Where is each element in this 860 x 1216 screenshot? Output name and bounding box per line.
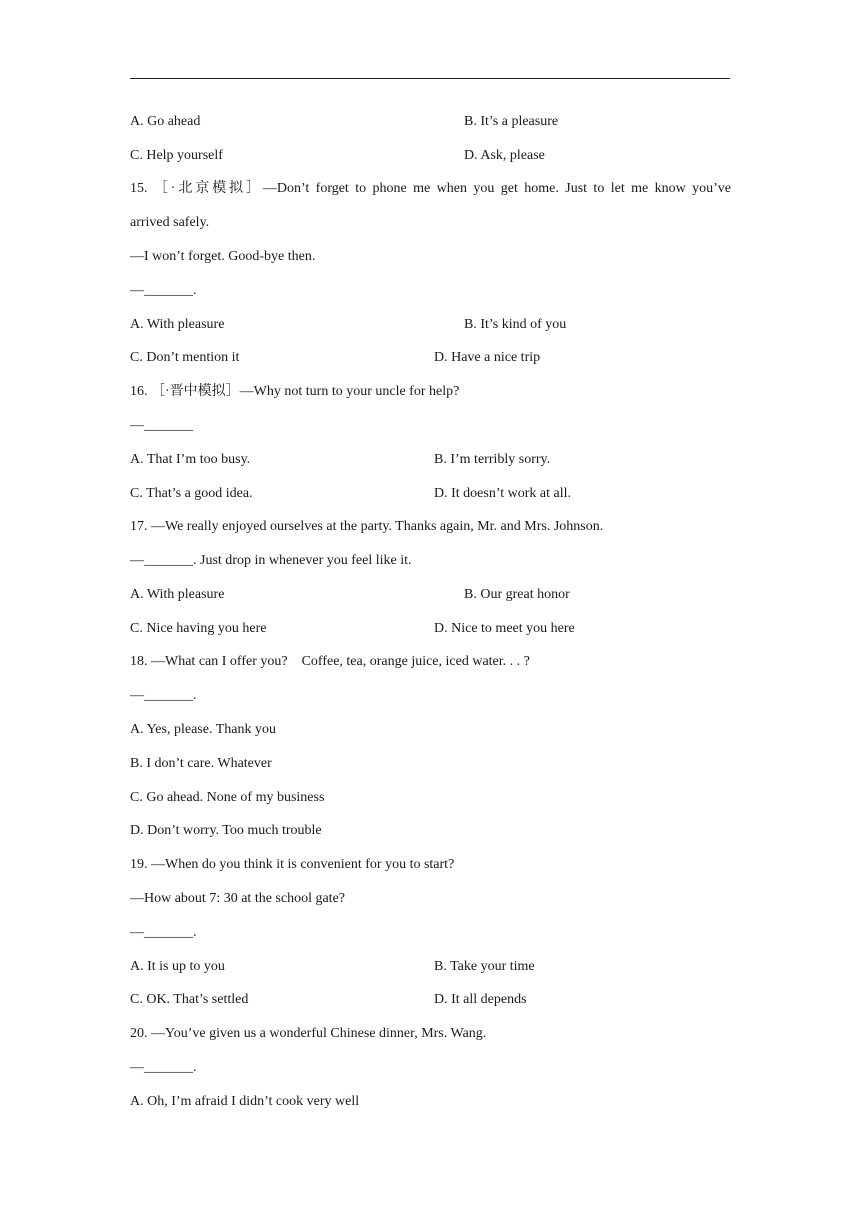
q18-stem: 18. —What can I offer you? Coffee, tea, orange juice, iced water. . . ? [130, 654, 530, 669]
q18-option-a: A. Yes, please. Thank you [130, 722, 276, 737]
q18-option-c: C. Go ahead. None of my business [130, 790, 325, 805]
q14-option-b: B. It’s a pleasure [464, 114, 559, 129]
header-rule [130, 78, 730, 79]
q14-option-a: A. Go ahead [130, 114, 201, 129]
q18-option-b: B. I don’t care. Whatever [130, 756, 272, 771]
q15-stem: 15. ［·北京模拟］—Don’t forget to phone me when you get home. Just to let me know you’ve [130, 181, 731, 196]
q16-stem: 16. ［·晋中模拟］—Why not turn to your uncle for help? [130, 384, 460, 399]
q16-blank: —_______ [130, 418, 193, 433]
q16-option-c: C. That’s a good idea. [130, 486, 253, 501]
q16-option-b: B. I’m terribly sorry. [434, 452, 551, 467]
q20-blank: —_______. [130, 1060, 197, 1075]
q16-option-d: D. It doesn’t work at all. [434, 486, 571, 501]
q15-option-b: B. It’s kind of you [464, 317, 567, 332]
q18-blank: —_______. [130, 688, 197, 703]
q20-stem: 20. —You’ve given us a wonderful Chinese dinner, Mrs. Wang. [130, 1026, 487, 1041]
q15-option-a: A. With pleasure [130, 317, 225, 332]
q19-option-a: A. It is up to you [130, 959, 225, 974]
q19-stem: 19. —When do you think it is convenient for you to start? [130, 857, 455, 872]
q19-option-c: C. OK. That’s settled [130, 992, 249, 1007]
q15-stem-cont: arrived safely. [130, 215, 210, 230]
q17-stem: 17. —We really enjoyed ourselves at the party. Thanks again, Mr. and Mrs. Johnson. [130, 519, 604, 534]
q15-blank: —_______. [130, 283, 197, 298]
q19-option-b: B. Take your time [434, 959, 535, 974]
q14-option-d: D. Ask, please [464, 148, 545, 163]
q17-blank: —_______. Just drop in whenever you feel like it. [130, 553, 412, 568]
q15-option-d: D. Have a nice trip [434, 350, 541, 365]
q15-option-c: C. Don’t mention it [130, 350, 240, 365]
q19-dialogue: —How about 7: 30 at the school gate? [130, 891, 346, 906]
q17-option-d: D. Nice to meet you here [434, 621, 575, 636]
q17-option-c: C. Nice having you here [130, 621, 267, 636]
q18-option-d: D. Don’t worry. Too much trouble [130, 823, 322, 838]
q19-blank: —_______. [130, 925, 197, 940]
q16-option-a: A. That I’m too busy. [130, 452, 251, 467]
q19-option-d: D. It all depends [434, 992, 527, 1007]
q15-dialogue: —I won’t forget. Good-bye then. [130, 249, 316, 264]
q20-option-a: A. Oh, I’m afraid I didn’t cook very well [130, 1094, 360, 1109]
q17-option-a: A. With pleasure [130, 587, 225, 602]
q17-option-b: B. Our great honor [464, 587, 570, 602]
q14-option-c: C. Help yourself [130, 148, 223, 163]
